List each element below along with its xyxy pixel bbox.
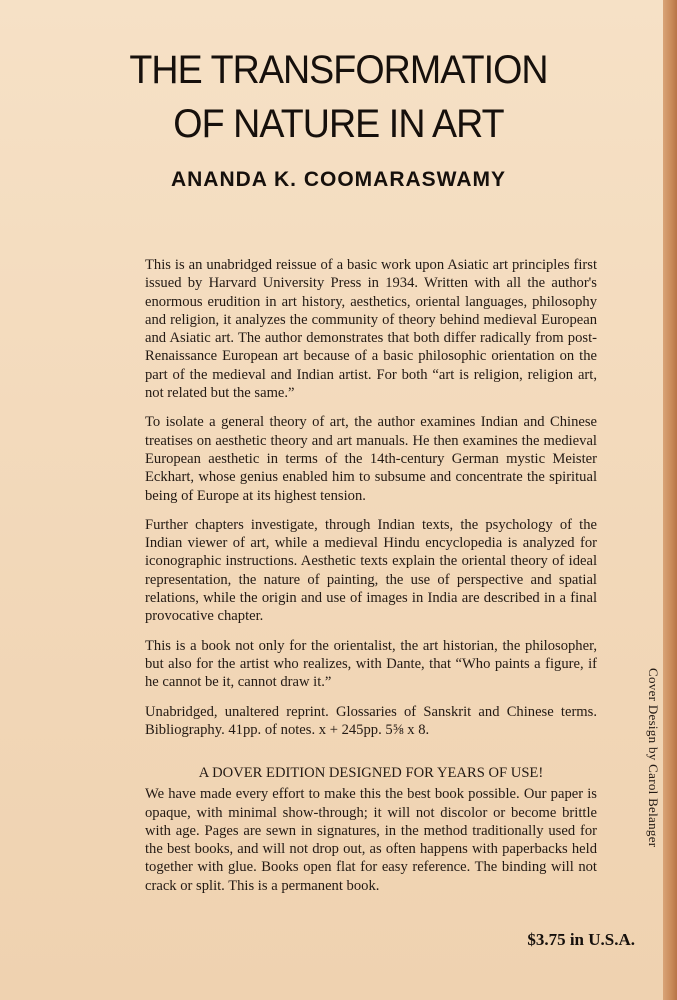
author-name: ANANDA K. COOMARASWAMY bbox=[170, 168, 507, 191]
dover-heading: A DOVER EDITION DESIGNED FOR YEARS OF USE! bbox=[198, 765, 544, 781]
description-paragraph: To isolate a general theory of art, the author examines Indian and Chinese treatises on aesthetic theory and art manuals. He then examines the medieval European aesthetic in terms of the 14th-century German mystic Meister Eckhart, whose genius enabled him to subsume and concentrate the spiritual being of Europe at its highest tension. bbox=[145, 414, 597, 504]
price-label: $3.75 in U.S.A. bbox=[527, 930, 635, 949]
book-title-line-1: THE TRANSFORMATION bbox=[129, 48, 548, 92]
dover-guarantee bbox=[145, 764, 597, 895]
cover-edge bbox=[663, 0, 677, 1000]
description-block bbox=[145, 256, 597, 750]
dover-text: We have made every effort to make this the best book possible. Our paper is opaque, with minimal show-through; it will not discolor or become brittle with age. Pages are sewn in signatures, in the method traditionally used for the best books, and will not drop out, as often happens with paperbacks held together with glue. Books open flat for easy reference. The binding will not crack or split. This is a permanent book. bbox=[145, 786, 597, 894]
description-paragraph: Further chapters investigate, through Indian texts, the psychology of the Indian viewer of art, while a medieval Hindu encyclopedia is analyzed for iconographic instructions. Aesthetic texts explain the oriental theory of ideal representation, the nature of painting, the use of perspective and spatial relations, while the origin and use of images in India are described in a final provocative chapter. bbox=[145, 516, 597, 625]
description-paragraph: This is a book not only for the orientalist, the art historian, the philosopher, but also for the artist who realizes, with Dante, that “Who paints a figure, if he cannot be it, cannot draw it.” bbox=[145, 637, 597, 691]
book-title-line-2: OF NATURE IN ART bbox=[173, 102, 504, 146]
edition-details: Unabridged, unaltered reprint. Glossaries of Sanskrit and Chinese terms. Bibliography. 41pp. of notes. x + 245pp. 5⅝ x 8. bbox=[145, 703, 597, 738]
cover-design-credit: Cover Design by Carol Belanger bbox=[646, 668, 661, 848]
description-paragraph: This is an unabridged reissue of a basic work upon Asiatic art principles first issued by Harvard University Press in 1934. Written with all the author's enormous erudition in art history, aesthetics, oriental languages, philosophy and religion, it analyzes the community of theory behind medieval European and Asiatic art. The author demonstrates that both differ radically from post-Renaissance European art because of a basic philosophic orientation on the part of the medieval and Indian artist. For both “art is religion, religion art, not related but the same.” bbox=[145, 257, 597, 402]
